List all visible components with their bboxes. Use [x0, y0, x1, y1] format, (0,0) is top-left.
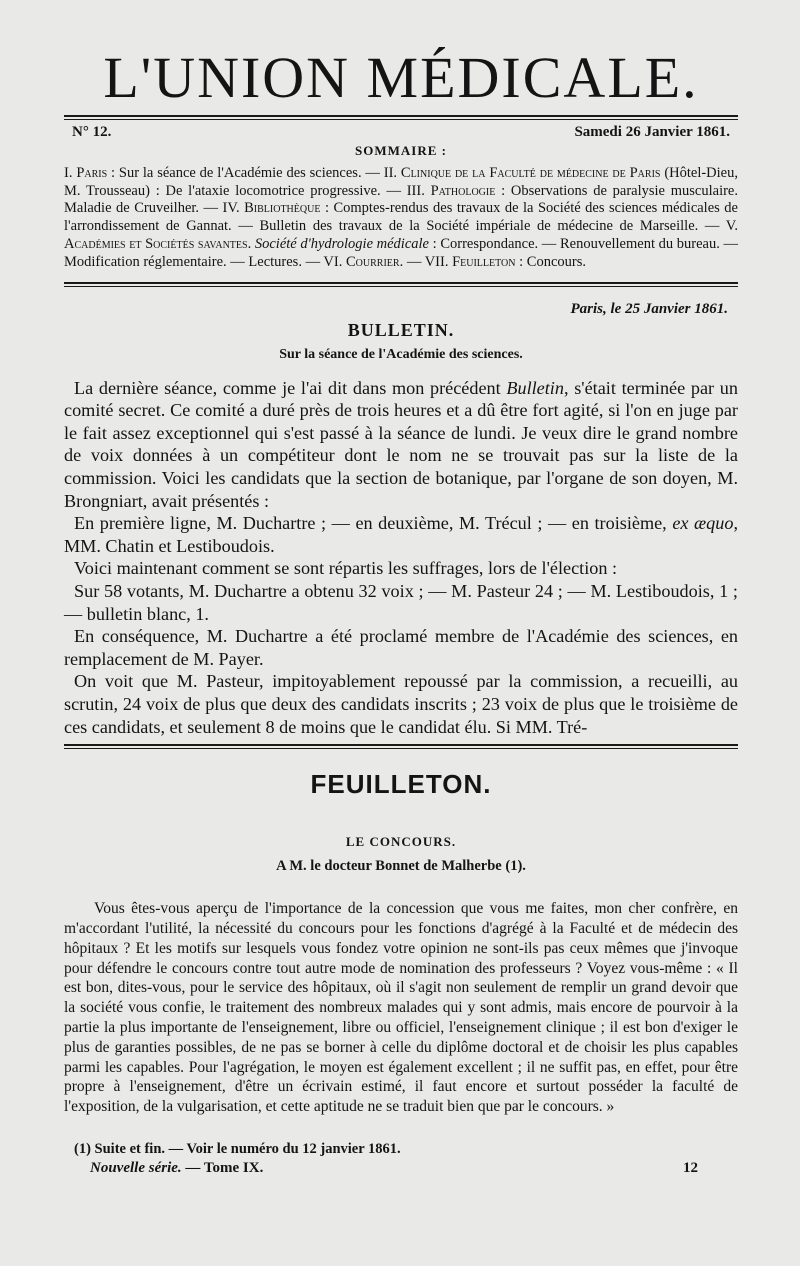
sommaire-contents [64, 165, 738, 272]
footer-tome: — Tome IX. [181, 1159, 264, 1176]
bulletin-run: On voit que M. Pasteur, impitoyablement repoussé par la commission, a recueilli, au scrutin, 24 voix de plus que deux des candidats inscrits ; 23 voix de plus que le troisième de ces candidats, et seulement 8 de moins que le candidat élu. Si MM. Tré- [64, 671, 738, 737]
bulletin-run: ex æquo [672, 513, 734, 534]
bulletin-run: La dernière séance, comme je l'ai dit dans mon précédent [74, 377, 507, 398]
page-footer [90, 1160, 698, 1177]
bulletin-dateline: Paris, le 25 Janvier 1861. [570, 300, 728, 317]
bulletin-run: , MM. Chatin et Lestiboudois. [64, 513, 738, 556]
footer-series-label: Nouvelle série. [90, 1159, 182, 1176]
bulletin-paragraph [64, 512, 738, 557]
sommaire-rule [64, 282, 738, 287]
bulletin-paragraph [64, 377, 738, 513]
feuilleton-addressee: A M. le docteur Bonnet de Malherbe (1). [276, 858, 526, 875]
sommaire-run: : Concours. [515, 253, 586, 270]
bulletin-paragraph [64, 625, 738, 670]
footnote: (1) Suite et fin. — Voir le numéro du 12 janvier 1861. [74, 1140, 401, 1157]
feuilleton-subtitle: LE CONCOURS. [345, 834, 457, 850]
sommaire-run: : Observations de paralysie musculaire. Maladie de Cruveilher. — IV. [64, 182, 738, 217]
sommaire-run: : Correspondance. — Renouvellement du bureau. — Modification réglementaire. — Lectures. — VI. [64, 236, 739, 270]
bulletin-paragraph [64, 670, 738, 738]
bulletin-run: Voici maintenant comment se sont répartis les suffrages, lors de l'élection : [74, 558, 618, 579]
bulletin-run: En conséquence, M. Duchartre a été proclamé membre de l'Académie des sciences, en remplacement de M. Payer. [64, 626, 738, 669]
bulletin-run: En première ligne, M. Duchartre ; — en deuxième, M. Trécul ; — en troisième, [74, 513, 673, 534]
issue-number: N° 12. [72, 123, 112, 140]
bulletin-run: Sur 58 votants, M. Duchartre a obtenu 32 voix ; — M. Pasteur 24 ; — M. Lestiboudois, 1 ; — bulletin blanc, 1. [64, 581, 738, 624]
bulletin-paragraph [64, 557, 738, 580]
bulletin-title: BULLETIN. [347, 319, 455, 340]
sommaire-run: I. [64, 164, 77, 181]
footer-series [90, 1160, 263, 1177]
sommaire-run: Pathologie [430, 182, 496, 199]
bulletin-body [64, 377, 738, 739]
bulletin-paragraph [64, 580, 738, 625]
sommaire-title: SOMMAIRE : [355, 142, 447, 158]
sommaire-run: (Hôtel-Dieu, M. Trousseau) : De l'ataxie locomotrice progressive. — III. [64, 164, 738, 199]
sommaire-run: Société d'hydrologie médicale [254, 236, 429, 253]
sommaire-run: Académies et Sociétés savantes [64, 236, 248, 253]
feuilleton-rule [64, 744, 738, 749]
masthead-rule [64, 115, 738, 120]
sommaire-run: : Sur la séance de l'Académie des sciences. — II. [107, 164, 401, 181]
sommaire-run: . [247, 236, 255, 253]
feuilleton-body [64, 899, 738, 1117]
sommaire-run: Bibliothèque [244, 200, 321, 217]
sommaire-run: Paris [76, 164, 108, 181]
sommaire-run: . — VII. [399, 253, 453, 270]
bulletin-run: Bulletin [506, 377, 564, 398]
feuilleton-title: FEUILLETON. [310, 769, 492, 800]
issue-date: Samedi 26 Janvier 1861. [574, 123, 730, 140]
bulletin-subtitle: Sur la séance de l'Académie des sciences. [279, 346, 523, 362]
masthead-title: L'UNION MÉDICALE. [103, 45, 699, 110]
sommaire-run: Clinique de la Faculté de médecine de Paris [400, 164, 661, 181]
issue-info-row [72, 124, 730, 141]
sommaire-run: Feuilleton [452, 253, 516, 270]
sommaire-run: : Comptes-rendus des travaux de la Société des sciences médicales de l'arrondissement de Gannat. — Bulletin des travaux de la Société impériale de médecine de Marseille. — V. [64, 200, 738, 235]
page-number: 12 [683, 1159, 698, 1176]
feuilleton-paragraph: Vous êtes-vous aperçu de l'importance de la concession que vous me faites, mon cher confrère, en m'accordant l'utilité, la nécessité du concours pour les fonctions d'agrégé à la Faculté et de médecin des hôpitaux ? Et les motifs sur lesquels vous fondez votre opinion ne sont-ils pas ceux mêmes que j'invoque pour défendre le concours contre tout autre mode de nomination des professeurs ? Voyez vous-même : « Il est bon, dites-vous, pour le service des hôpitaux, où il s'agit non seulement de remplir un grand devoir que la société vous confie, le traitement des nombreux malades qui y sont admis, mais encore de pourvoir à la partie la plus importante de l'enseignement, libre ou officiel, l'enseignement clinique ; il est bon d'exiger le plus de garanties possibles, de ne pas se borner à celle du diplôme doctoral et de choisir les plus capables parmi les capables. Pour l'agrégation, le moyen est également excellent ; il ne suffit pas, en effet, pour être propre à l'enseignement, d'être un écrivain estimé, il faut encore et surtout posséder la faculté de l'exposition, de la vulgarisation, et cette aptitude ne se traduit bien que par le concours. » [64, 900, 738, 1116]
bulletin-run: , s'était terminée par un comité secret. Ce comité a duré près de trois heures et a dû être fort agité, si l'on en juge par le fait assez exceptionnel qui s'est passé à la séance de lundi. Je veux dire le grand nombre de voix données à un compétiteur dont le nom ne se trouvait pas sur la liste de la commission. Voici les candidats que la section de botanique, par l'organe de son doyen, M. Brongniart, avait présentés : [64, 377, 738, 511]
sommaire-run: Courrier [346, 253, 400, 270]
